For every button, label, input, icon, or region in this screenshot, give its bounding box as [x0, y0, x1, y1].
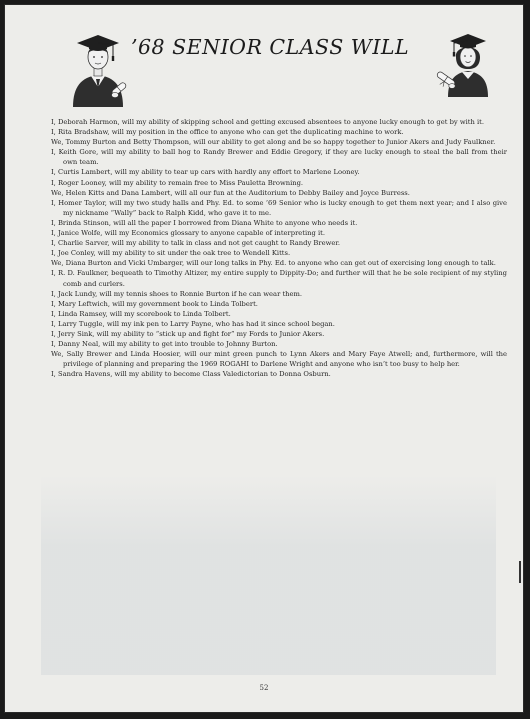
will-entry: I, Charlie Sarver, will my ability to talk in class and not get caught to Randy Brewer.: [51, 239, 340, 248]
will-entry: I, Roger Looney, will my ability to remain free to Miss Pauletta Browning.: [51, 178, 304, 187]
graduate-boy-with-diploma-icon: [67, 29, 129, 107]
yearbook-page: [4, 4, 524, 713]
will-entry: We, Sally Brewer and Linda Hoosier, will our mint green punch to Lynn Akers and Mary Faye Atwell; and, furthermore, will the privilege of planning and preparing the 1969 ROGAHI to Darlene Wright and anyone who isn’t too busy to help her.: [51, 350, 507, 369]
will-entry: We, Diana Burton and Vicki Umbarger, will our long talks in Phy. Ed. to anyone who can get out of exercising long enough to talk.: [51, 259, 496, 268]
will-entry: I, Rita Bradshaw, will my position in the office to anyone who can get the duplicating machine to work.: [51, 128, 404, 137]
will-entry: I, Larry Tuggle, will my ink pen to Larry Payne, who has had it since school began.: [51, 319, 335, 328]
will-entry: I, Mary Leftwich, will my government book to Linda Tolbert.: [51, 299, 258, 308]
will-entry: We, Helen Kitts and Dana Lambert, will all our fun at the Auditorium to Debby Bailey and Joyce Burress.: [51, 188, 410, 197]
will-entry: We, Tommy Burton and Betty Thompson, will our ability to get along and be so happy together to Junior Akers and Judy Faulkner.: [51, 138, 496, 147]
will-entry: I, Jerry Sink, will my ability to “stick up and fight for” my Fords to Junior Akers.: [51, 329, 325, 338]
will-entry: I, Joe Conley, will my ability to sit under the oak tree to Wendell Kitts.: [51, 249, 291, 258]
will-entry: I, Keith Gore, will my ability to ball hog to Randy Brewer and Eddie Gregory, if they are lucky enough to steal the ball from their own team.: [51, 148, 507, 167]
will-entry: I, Sandra Havens, will my ability to become Class Valedictorian to Donna Osburn.: [51, 370, 331, 379]
will-entry: I, Homer Taylor, will my two study halls and Phy. Ed. to some ’69 Senior who is lucky enough to get them next year; and I also give my nickname “Wally” back to Ralph Kidd, who gave it to me.: [51, 198, 507, 217]
will-entry: I, Janice Wolfe, will my Economics glossary to anyone capable of interpreting it.: [51, 229, 325, 238]
will-entry: I, Deborah Harmon, will my ability of skipping school and getting excused absentees to anyone lucky enough to get by with it.: [51, 118, 485, 126]
will-entry: I, Danny Neal, will my ability to get into trouble to Johnny Burton.: [51, 340, 278, 349]
will-entry: I, Jack Lundy, will my tennis shoes to Ronnie Burton if he can wear them.: [51, 289, 303, 298]
page-shading: [41, 475, 496, 675]
graduate-girl-with-diploma-icon: [432, 29, 492, 97]
will-list: [51, 117, 507, 379]
will-entry: I, Curtis Lambert, will my ability to tear up cars with hardly any effort to Marlene Looney.: [51, 168, 360, 177]
page-number: 52: [259, 684, 269, 692]
will-entry: I, Brinda Stinson, will all the paper I borrowed from Diana White to anyone who needs it.: [51, 218, 358, 227]
edge-mark: [519, 561, 521, 583]
will-entry: I, R. D. Faulkner, bequeath to Timothy Altizer, my entire supply to Dippity-Do; and further will that he be sole recipient of my styling comb and curlers.: [51, 269, 507, 288]
page-title: ’68 SENIOR CLASS WILL: [131, 35, 410, 59]
will-entry: I, Linda Ramsey, will my scorebook to Linda Tolbert.: [51, 309, 231, 318]
